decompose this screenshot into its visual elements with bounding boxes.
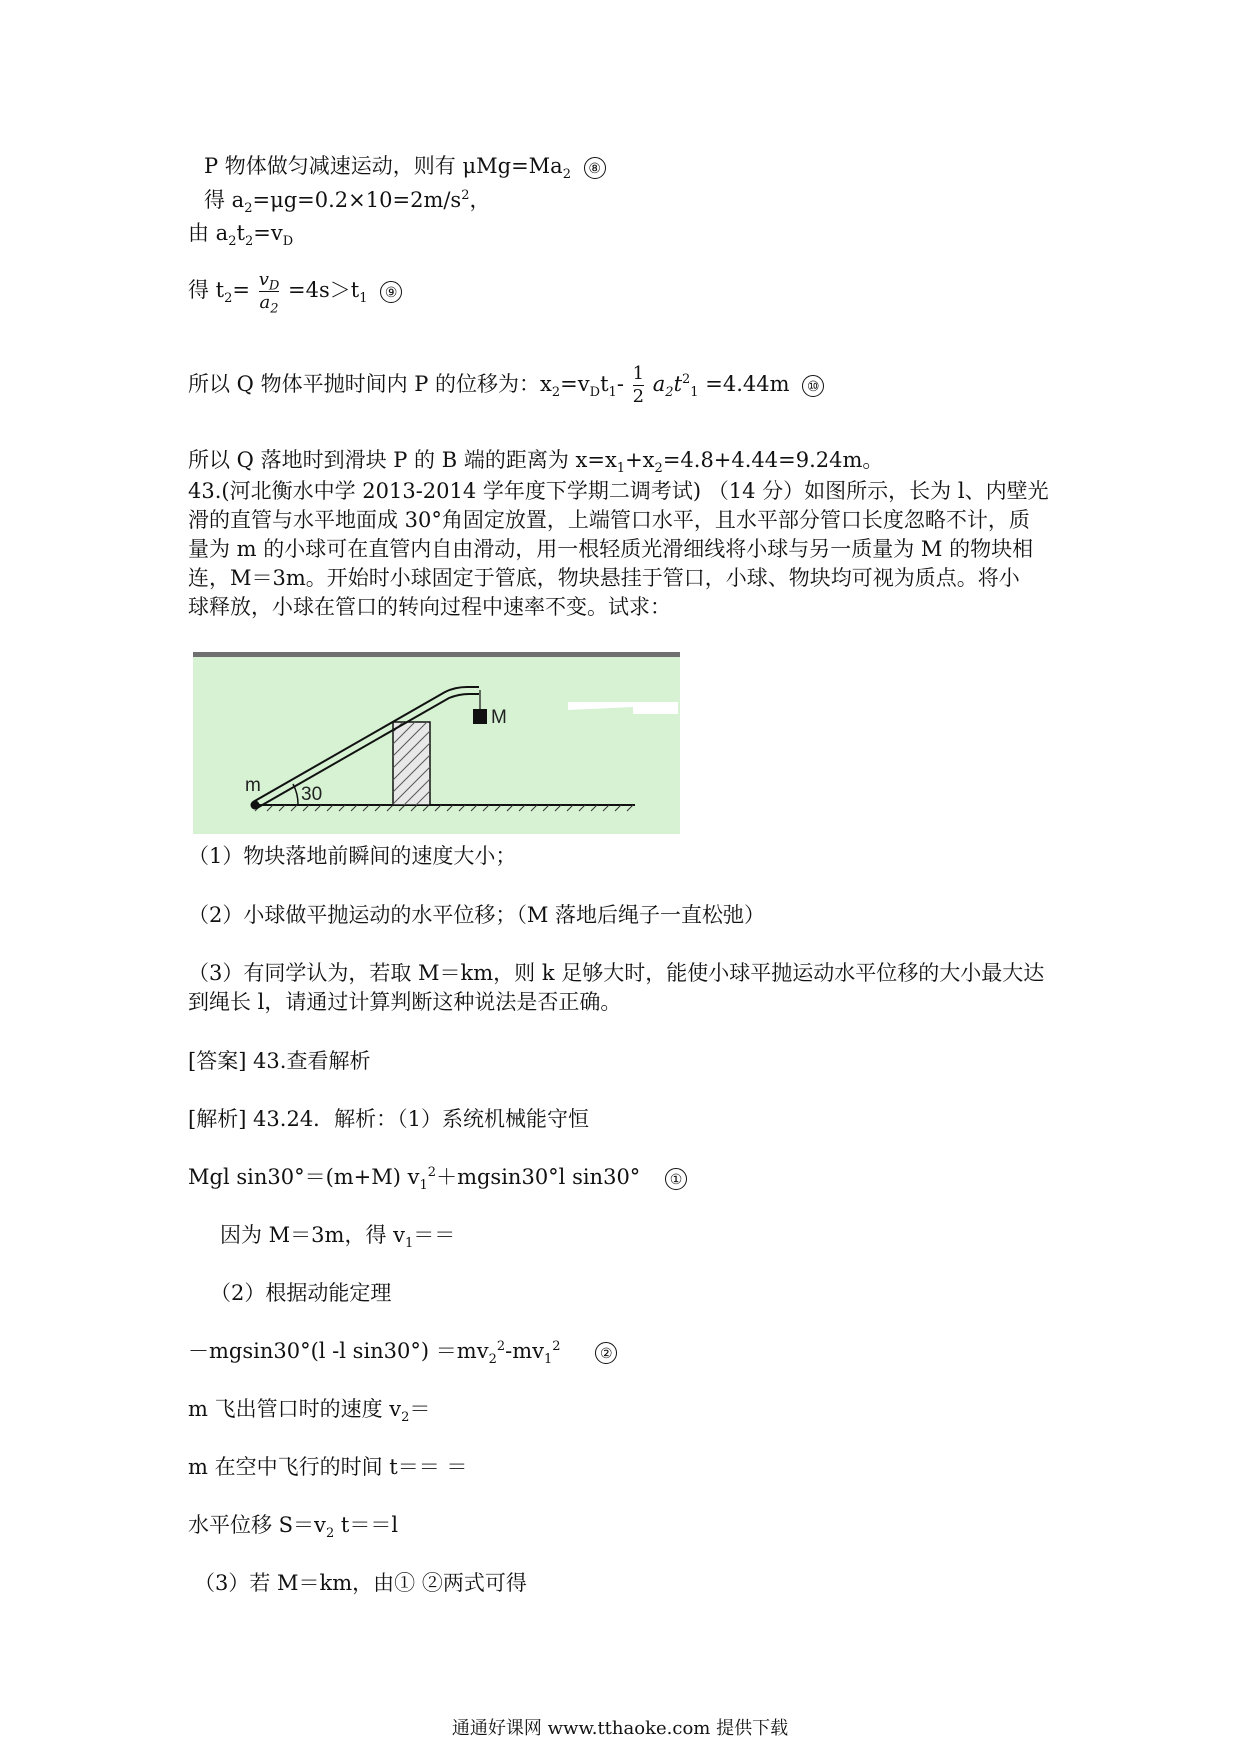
part-2: （2）小球做平抛运动的水平位移；（M 落地后绳子一直松弛） (188, 903, 766, 927)
line-x2: 所以 Q 物体平抛时间内 P 的位移为：$x_2=v_Dt_1-$ $\frac{1}{2}$ $a_2t^2_1 =4.44m$ ⑩ (188, 364, 824, 407)
part-1: （1）物块落地前瞬间的速度大小； (188, 844, 517, 868)
equation-v1: 因为 M＝3m，得 $v_1==$ (220, 1223, 456, 1252)
question-43-line-4: 连，M＝3m。开始时小球固定于管底，物块悬挂于管口，小球、物块均可视为质点。将小 (188, 566, 1020, 590)
ball-m (251, 801, 260, 810)
part-3-solution: （3）若 M＝km，由① ②两式可得 (194, 1571, 527, 1595)
question-43-line-2: 滑的直管与水平地面成 30°角固定放置，上端管口水平，且水平部分管口长度忽略不计，质 (188, 508, 1030, 532)
line-a2: 得 $a_2=\mu g=0.2\times 10=2m/s^2$， (204, 188, 491, 217)
equation-marker: ② (595, 1342, 617, 1364)
fraction-one-half: $\frac{1}{2}$ (632, 363, 645, 407)
block-M (473, 709, 487, 724)
label-angle: 30 (301, 784, 323, 805)
equation-2: －mgsin30°(l -l $\sin 30^\circ) =mv_2^2-mv_1^2$ ② (188, 1337, 617, 1365)
figure-top-border (193, 652, 680, 657)
line-t2: 得 $t_2=$ $\frac{v_D}{a_2}$ $=4s>t_1$ ⑨ (188, 270, 402, 313)
part-2-solution-header: （2）根据动能定理 (210, 1281, 392, 1305)
equation-marker: ⑩ (802, 375, 824, 397)
part-3-line-1: （3）有同学认为，若取 M＝km，则 k 足够大时，能使小球平抛运动水平位移的大小最大达 (188, 961, 1045, 985)
fraction-vd-a2: $\frac{v_D}{a_2}$ (258, 269, 280, 317)
equation-time: m 在空中飞行的时间 t＝＝ ＝ (188, 1455, 468, 1479)
line-distance: 所以 Q 落地时到滑块 P 的 B 端的距离为 $x=x_1+x_2=4.8+4.44=9.24m$。 (188, 448, 884, 477)
label-m: m (245, 775, 261, 796)
equation-1: Mgl sin30°＝(m+M) $v_1^2+mgsin30^\circ l$ sin30° ① (188, 1163, 687, 1191)
inclined-tube-figure (193, 652, 680, 834)
equation-marker: ⑨ (380, 281, 402, 303)
equation-marker: ⑧ (584, 157, 606, 179)
label-M: M (491, 707, 507, 728)
equation-displacement: 水平位移 $S=v_2$ t＝＝l (188, 1513, 399, 1542)
answer-line: [答案] 43.查看解析 (188, 1049, 371, 1073)
support-block (393, 722, 430, 805)
page-footer: 通通好课网 www.tthaoke.com 提供下载 (451, 1718, 789, 1739)
line-a2t2: 由 $a_2t_2=v_D$ (188, 221, 294, 250)
equation-v2: m 飞出管口时的速度 $v_2=$ (188, 1397, 431, 1426)
part-3-line-2: 到绳长 l，请通过计算判断这种说法是否正确。 (188, 990, 622, 1014)
equation-marker: ① (665, 1168, 687, 1190)
question-43-line-1: 43.(河北衡水中学 2013-2014 学年度下学期二调考试) （14 分）如图所示，长为 l、内壁光 (188, 479, 1049, 503)
solution-header: [解析] 43.24．解析：（1）系统机械能守恒 (188, 1107, 590, 1131)
question-43-line-5: 球释放，小球在管口的转向过程中速率不变。试求： (188, 595, 671, 619)
line-p-decel: P 物体做匀减速运动，则有 $\mu Mg=Ma_2$ ⑧ (204, 152, 606, 180)
question-43-line-3: 量为 m 的小球可在直管内自由滑动，用一根轻质光滑细线将小球与另一质量为 M 的物块相 (188, 537, 1034, 561)
